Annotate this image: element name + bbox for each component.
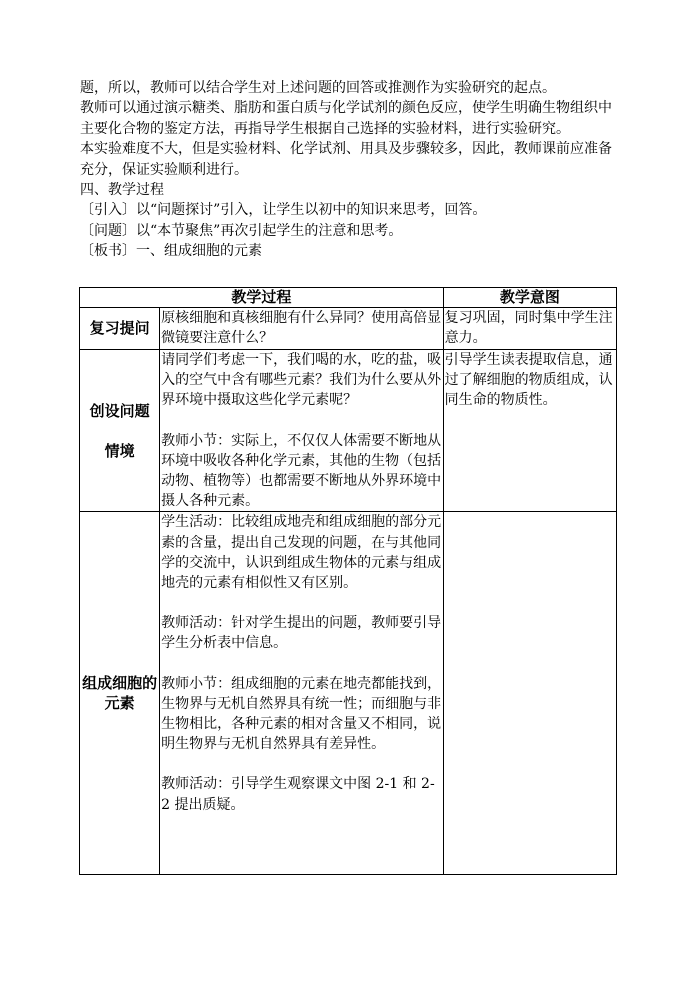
table-row <box>80 350 617 512</box>
row-intent <box>443 350 616 512</box>
row-label-line: 创设问题 <box>89 401 150 420</box>
row-label <box>80 350 160 512</box>
row-label <box>80 512 160 875</box>
row-intent <box>443 512 616 875</box>
process-paragraph: 教师活动：针对学生提出的问题，教师要引导学生分析表中信息。 <box>161 615 442 652</box>
table-row <box>80 512 617 875</box>
process-paragraph: 原核细胞和真核细胞有什么异同？使用高倍显微镜要注意什么？ <box>161 310 442 347</box>
process-paragraph: 教师小节：实际上，不仅仅人体需要不断地从环境中吸收各种化学元素，其他的生物（包括动物、植物等）也都需要不断地从外界环境中摄人各种元素。 <box>161 432 442 510</box>
row-label: 复习提问 <box>80 308 160 350</box>
row-process <box>160 512 444 875</box>
row-label-line: 元素 <box>104 694 135 713</box>
teaching-process-table <box>79 287 617 875</box>
intro-text <box>80 78 620 262</box>
process-paragraph: 教师活动：引导学生观察课文中图 2-1 和 2-2 提出质疑。 <box>161 776 435 813</box>
row-process <box>160 350 444 512</box>
row-label-line: 情境 <box>104 441 135 460</box>
table-header-row <box>80 288 617 308</box>
intent-paragraph: 引导学生读表提取信息，通过了解细胞的物质组成，认同生命的物质性。 <box>444 352 613 409</box>
intro-line: 〔引入〕以“问题探讨”引入，让学生以初中的知识来思考，回答。 <box>80 202 487 219</box>
header-intent: 教学意图 <box>443 288 616 308</box>
process-paragraph: 请同学们考虑一下，我们喝的水，吃的盐，吸入的空气中含有哪些元素？我们为什么要从外界环境中摄取这些化学元素呢？ <box>161 352 442 409</box>
intro-line: 〔板书〕一、组成细胞的元素 <box>80 243 262 260</box>
intent-paragraph: 复习巩固，同时集中学生注意力。 <box>444 310 613 347</box>
intro-line: 〔问题〕以“本节聚焦”再次引起学生的注意和思考。 <box>80 222 403 239</box>
row-process <box>160 308 444 350</box>
table-row <box>80 308 617 350</box>
intro-line: 充分，保证实验顺利进行。 <box>80 161 248 178</box>
intro-line: 题，所以，教师可以结合学生对上述问题的回答或推测作为实验研究的起点。 <box>80 80 556 96</box>
row-label-line: 组成细胞的 <box>82 674 158 693</box>
intro-line: 教师可以通过演示糖类、脂肪和蛋白质与化学试剂的颜色反应，使学生明确生物组织中 <box>80 100 612 117</box>
intro-line: 主要化合物的鉴定方法，再指导学生根据自己选择的实验材料，进行实验研究。 <box>80 120 570 137</box>
row-intent <box>443 308 616 350</box>
process-paragraph: 教师小节：组成细胞的元素在地壳都能找到，生物界与无机自然界具有统一性；而细胞与非生物相比，各种元素的相对含量又不相同，说明生物界与无机自然界具有差异性。 <box>161 675 442 753</box>
section-heading: 四、教学过程 <box>80 182 164 199</box>
header-process: 教学过程 <box>80 288 444 308</box>
intro-line: 本实验难度不大，但是实验材料、化学试剂、用具及步骤较多，因此，教师课前应准备 <box>80 141 612 158</box>
process-paragraph: 学生活动：比较组成地壳和组成细胞的部分元素的含量，提出自己发现的问题，在与其他同学的交流中，认识到组成生物体的元素与组成地壳的元素有相似性又有区别。 <box>161 514 442 592</box>
